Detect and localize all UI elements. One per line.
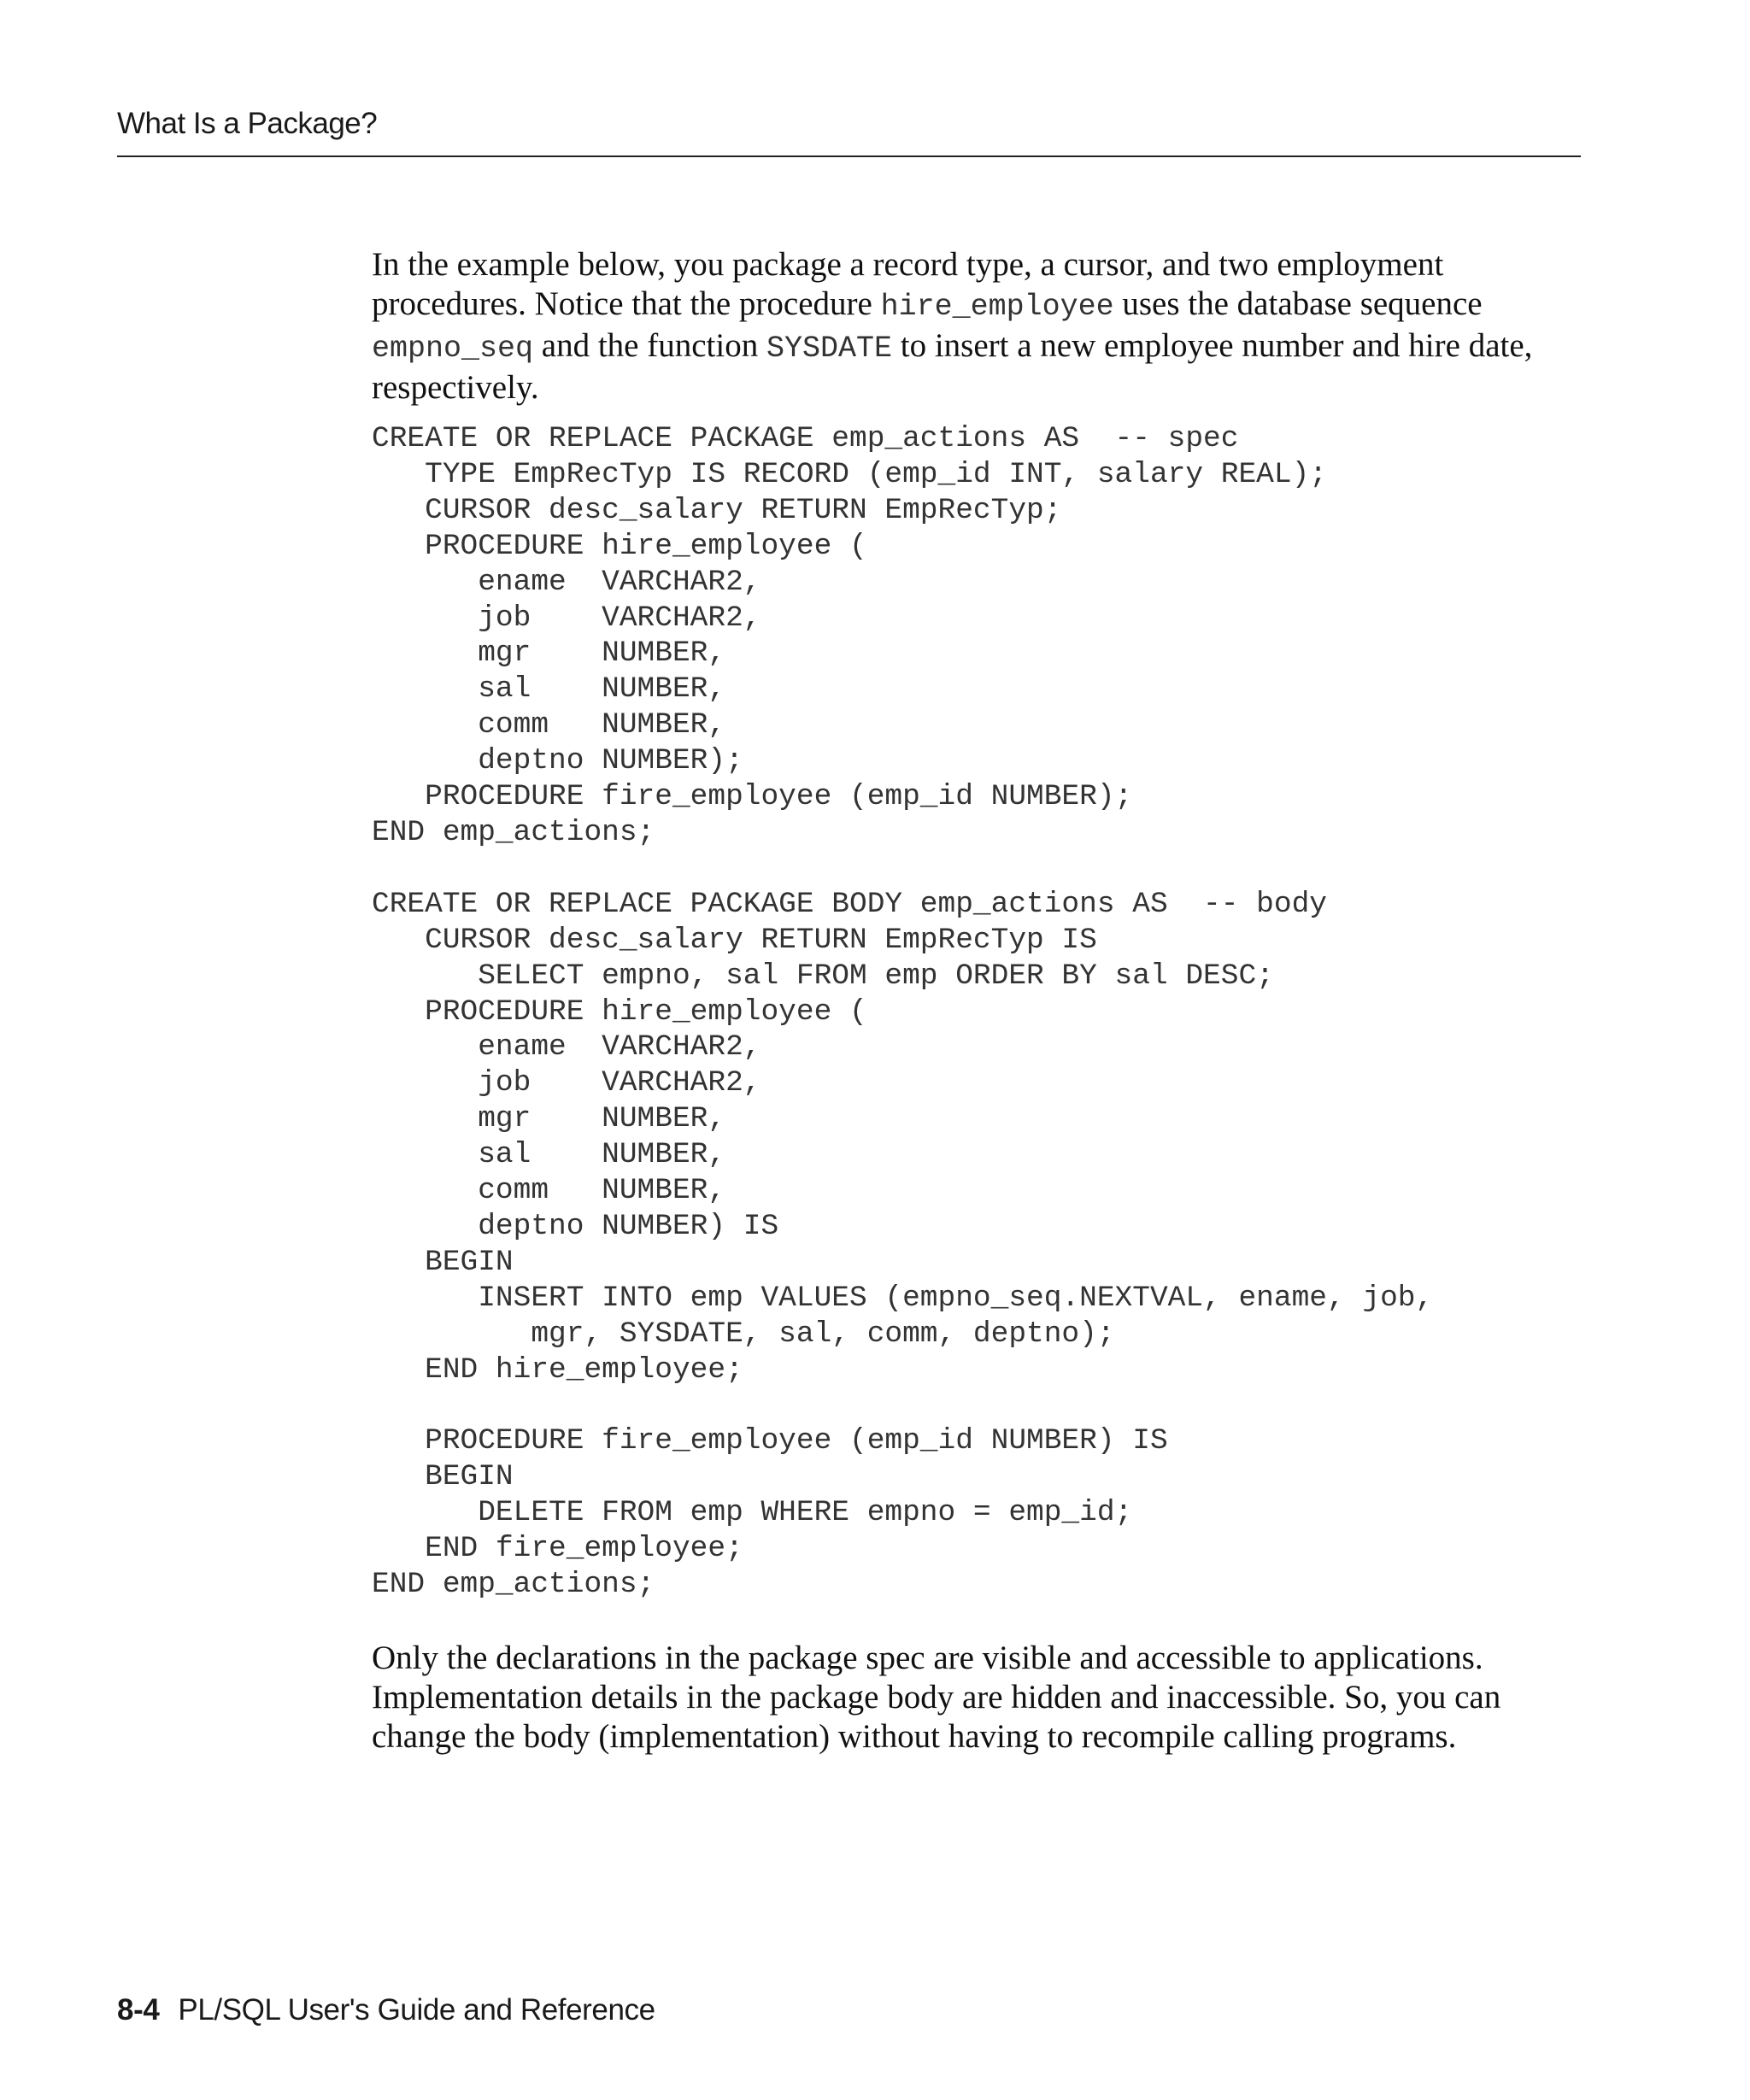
intro-text-2: uses the database sequence (1113, 285, 1483, 322)
header-divider (117, 155, 1581, 157)
code-example: CREATE OR REPLACE PACKAGE emp_actions AS -- spec TYPE EmpRecTyp IS RECORD (emp_id INT, salary REAL); CURSOR desc_salary RETURN EmpRecTyp; PROCEDURE hire_employee ( ename VARCHAR2, job VARCHAR2, mgr NUMBER, sal NUMBER, comm NUMBER, deptno NUMBER); PROCEDURE fire_employee (emp_id NUMBER); END emp_actions; CREATE OR REPLACE PACKAGE BODY emp_actions AS -- body CURSOR desc_salary RETURN EmpRecTyp IS SELECT empno, sal FROM emp ORDER BY sal DESC; PROCEDURE hire_employee ( ename VARCHAR2, job VARCHAR2, mgr NUMBER, sal NUMBER, comm NUMBER, deptno NUMBER) IS BEGIN INSERT INTO emp VALUES (empno_seq.NEXTVAL, ename, job, mgr, SYSDATE, sal, comm, deptno); END hire_employee; PROCEDURE fire_employee (emp_id NUMBER) IS BEGIN DELETE FROM emp WHERE empno = emp_id; END fire_employee; END emp_actions; (372, 422, 1434, 1601)
inline-code-empno-seq: empno_seq (372, 331, 534, 366)
page-number: 8-4 (117, 1993, 160, 2027)
intro-text-3: and the function (533, 327, 766, 364)
intro-text-1: In the example below, you package a record type, a cursor, and two employment procedures. Notice that the procedure (372, 246, 1444, 322)
intro-text-4: to insert a new employee number and hire date, respectively. (372, 327, 1533, 406)
running-header-title: What Is a Package? (117, 107, 378, 140)
inline-code-hire-employee: hire_employee (880, 290, 1114, 324)
page-footer (117, 1993, 655, 2027)
book-title: PL/SQL User's Guide and Reference (178, 1993, 655, 2027)
inline-code-sysdate: SYSDATE (766, 331, 892, 366)
closing-paragraph: Only the declarations in the package spec are visible and accessible to applications. Implementation details in the package body are hidden and inaccessible. So, you can change the body (implementation) without having to recompile calling programs. (372, 1640, 1501, 1755)
intro-paragraph (372, 245, 1594, 408)
